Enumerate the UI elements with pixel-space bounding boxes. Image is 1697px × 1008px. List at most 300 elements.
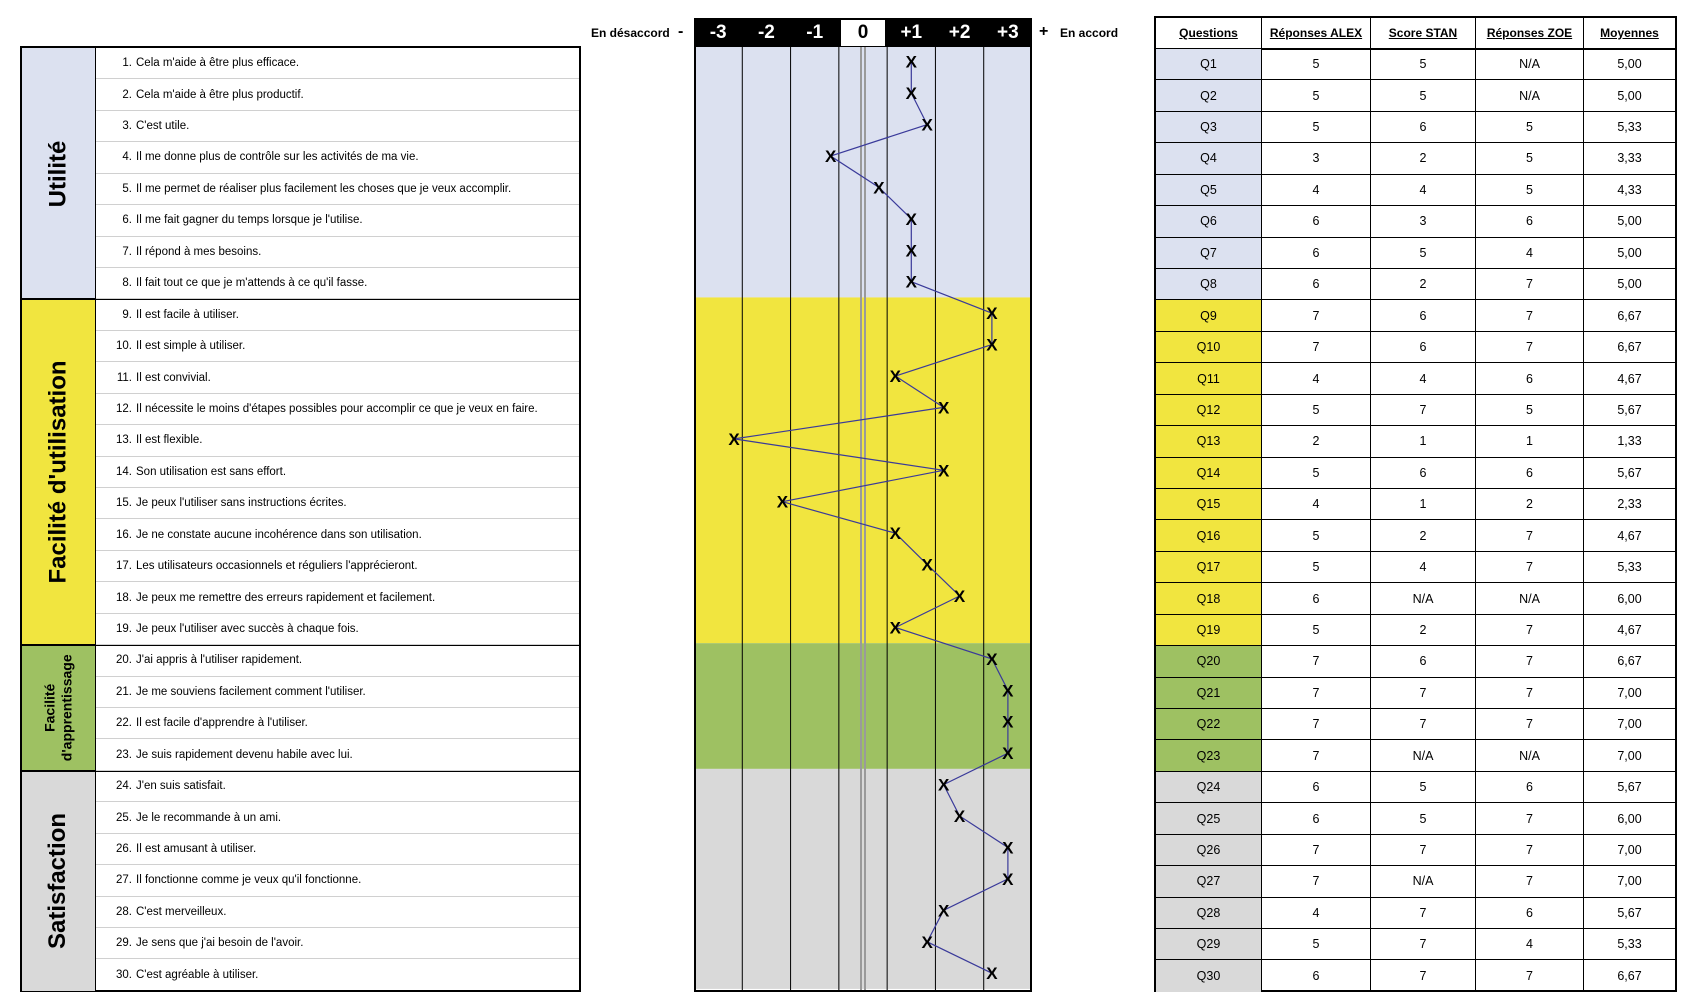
table-cell: 2,33 xyxy=(1617,497,1642,512)
data-point-marker: X xyxy=(921,555,933,575)
table-cell: 7 xyxy=(1476,960,1584,991)
table-cell: 5,33 xyxy=(1617,120,1642,135)
question-row xyxy=(96,488,579,519)
table-header-cell: Moyennes xyxy=(1600,26,1659,40)
question-text: C'est merveilleux. xyxy=(136,905,227,918)
table-cell: 7 xyxy=(1476,678,1584,708)
table-row xyxy=(1156,300,1675,331)
question-id-cell: Q6 xyxy=(1156,206,1262,236)
question-text: J'ai appris à l'utiliser rapidement. xyxy=(136,654,303,667)
table-row xyxy=(1156,678,1675,709)
table-cell: 2 xyxy=(1371,269,1476,299)
question-text: Il nécessite le moins d'étapes possibles pour accomplir ce que je veux en faire. xyxy=(136,402,538,415)
scale-tick-2: -1 xyxy=(791,18,839,48)
table-cell: 7 xyxy=(1262,678,1371,708)
data-point-marker: X xyxy=(937,775,950,795)
question-id-cell: Q26 xyxy=(1156,835,1262,865)
question-number: 16. xyxy=(116,528,132,541)
question-text: J'en suis satisfait. xyxy=(136,780,226,793)
table-cell: 7 xyxy=(1476,332,1584,362)
table-cell: 6,67 xyxy=(1617,308,1642,323)
table-cell: 5 xyxy=(1476,175,1584,205)
category-title: Facilité d'utilisation xyxy=(44,360,72,584)
table-cell: 4,67 xyxy=(1617,371,1642,386)
question-id-cell: Q8 xyxy=(1156,269,1262,299)
question-text: C'est agréable à utiliser. xyxy=(136,969,259,982)
table-cell: 5 xyxy=(1262,49,1371,79)
table-cell: 7 xyxy=(1476,615,1584,645)
table-header-cell: Réponses ZOE xyxy=(1476,18,1584,48)
question-id-cell: Q11 xyxy=(1156,363,1262,393)
data-point-marker: X xyxy=(889,524,902,544)
table-header-row xyxy=(1156,18,1675,50)
question-id-cell: Q13 xyxy=(1156,426,1262,456)
table-cell: 5 xyxy=(1476,143,1584,173)
table-cell: 7 xyxy=(1476,866,1584,896)
table-row xyxy=(1156,898,1675,929)
table-cell: 7 xyxy=(1371,678,1476,708)
table-cell: 7 xyxy=(1476,552,1584,582)
data-point-marker: X xyxy=(1002,712,1014,732)
question-id-cell: Q2 xyxy=(1156,80,1262,110)
question-row xyxy=(96,174,579,205)
table-cell: N/A xyxy=(1476,583,1584,613)
table-cell: 7 xyxy=(1262,300,1371,330)
table-cell: 6 xyxy=(1476,898,1584,928)
table-cell: N/A xyxy=(1476,740,1584,770)
question-text: Cela m'aide à être plus productif. xyxy=(136,88,304,101)
question-number: 9. xyxy=(122,308,132,321)
question-number: 25. xyxy=(116,811,132,824)
table-cell: 4 xyxy=(1262,489,1371,519)
plus-sign: + xyxy=(1039,23,1049,40)
table-row xyxy=(1156,49,1675,80)
scale-tick-0: -3 xyxy=(694,18,742,48)
table-row xyxy=(1156,332,1675,363)
table-cell: 3 xyxy=(1262,143,1371,173)
question-id-cell: Q15 xyxy=(1156,489,1262,519)
table-cell: 6,67 xyxy=(1617,654,1642,669)
question-number: 17. xyxy=(116,560,132,573)
table-cell: 4 xyxy=(1371,363,1476,393)
table-cell: N/A xyxy=(1371,740,1476,770)
table-cell: 5,00 xyxy=(1617,277,1642,292)
question-number: 26. xyxy=(116,842,132,855)
table-row xyxy=(1156,929,1675,960)
question-text: Il me permet de réaliser plus facilement les choses que je veux accomplir. xyxy=(136,182,512,195)
table-cell: 5 xyxy=(1476,395,1584,425)
table-cell: 7 xyxy=(1371,395,1476,425)
category-label-facilite_utilisation xyxy=(22,299,96,645)
table-cell: 2 xyxy=(1476,489,1584,519)
question-id-cell: Q28 xyxy=(1156,898,1262,928)
table-cell: 2 xyxy=(1371,520,1476,550)
question-number: 14. xyxy=(116,465,132,478)
table-cell: 5 xyxy=(1262,520,1371,550)
table-cell: 5 xyxy=(1262,112,1371,142)
question-id-cell: Q22 xyxy=(1156,709,1262,739)
question-id-cell: Q24 xyxy=(1156,772,1262,802)
data-point-marker: X xyxy=(937,398,950,418)
table-cell: 7,00 xyxy=(1617,748,1642,763)
questionnaire-panel xyxy=(20,46,581,992)
table-cell: 5 xyxy=(1371,803,1476,833)
table-cell: 7 xyxy=(1262,866,1371,896)
table-cell: 5 xyxy=(1371,49,1476,79)
question-number: 20. xyxy=(116,654,132,667)
question-row xyxy=(96,425,579,456)
chart-band-facilite_utilisation xyxy=(694,297,1032,643)
data-point-marker: X xyxy=(921,115,933,135)
table-cell: 7 xyxy=(1262,332,1371,362)
chart-band-satisfaction xyxy=(694,769,1032,989)
data-point-marker: X xyxy=(1002,744,1014,764)
table-cell: 6 xyxy=(1262,803,1371,833)
minus-sign: - xyxy=(678,23,684,40)
data-point-marker: X xyxy=(1002,681,1014,701)
table-cell: 7 xyxy=(1371,898,1476,928)
table-cell: 6 xyxy=(1476,772,1584,802)
scale-tick-4: +1 xyxy=(887,18,935,48)
table-cell: 2 xyxy=(1371,615,1476,645)
table-cell: 5 xyxy=(1371,80,1476,110)
data-point-marker: X xyxy=(873,178,885,198)
data-point-marker: X xyxy=(905,84,917,104)
table-cell: 1,33 xyxy=(1617,434,1642,449)
question-number: 8. xyxy=(122,277,132,290)
question-text: Il est flexible. xyxy=(136,434,203,447)
question-row xyxy=(96,865,579,896)
question-text: Je peux me remettre des erreurs rapidement et facilement. xyxy=(136,591,436,604)
question-id-cell: Q1 xyxy=(1156,49,1262,79)
table-cell: 7 xyxy=(1476,300,1584,330)
question-row xyxy=(96,457,579,488)
data-point-marker: X xyxy=(953,587,966,607)
table-cell: 5,00 xyxy=(1617,88,1642,103)
question-number: 15. xyxy=(116,497,132,510)
question-row xyxy=(96,394,579,425)
question-row xyxy=(96,551,579,582)
table-cell: 7,00 xyxy=(1617,685,1642,700)
table-cell: 7 xyxy=(1476,646,1584,676)
table-row xyxy=(1156,426,1675,457)
table-row xyxy=(1156,458,1675,489)
table-cell: 6 xyxy=(1262,583,1371,613)
question-text: Il me fait gagner du temps lorsque je l'utilise. xyxy=(136,214,363,227)
table-cell: 5 xyxy=(1262,395,1371,425)
question-number: 1. xyxy=(122,57,132,70)
table-cell: 7,00 xyxy=(1617,874,1642,889)
chart-band-utilite xyxy=(694,46,1032,297)
data-point-marker: X xyxy=(921,932,933,952)
table-header-cell: Réponses ALEX xyxy=(1262,18,1371,48)
table-cell: 4,33 xyxy=(1617,182,1642,197)
agree-label: En accord xyxy=(1060,26,1119,40)
table-cell: 2 xyxy=(1262,426,1371,456)
table-row xyxy=(1156,552,1675,583)
question-text: Je peux l'utiliser sans instructions écrites. xyxy=(136,497,347,510)
question-row xyxy=(96,959,579,990)
question-number: 7. xyxy=(122,245,132,258)
question-id-cell: Q5 xyxy=(1156,175,1262,205)
table-row xyxy=(1156,80,1675,111)
question-id-cell: Q21 xyxy=(1156,678,1262,708)
table-header-cell: Score STAN xyxy=(1371,18,1476,48)
table-row xyxy=(1156,143,1675,174)
table-cell: N/A xyxy=(1476,49,1584,79)
table-cell: 6 xyxy=(1476,458,1584,488)
question-row xyxy=(96,362,579,393)
table-row xyxy=(1156,395,1675,426)
table-row xyxy=(1156,772,1675,803)
question-row xyxy=(96,331,579,362)
question-row xyxy=(96,834,579,865)
table-cell: 5 xyxy=(1262,615,1371,645)
question-number: 29. xyxy=(116,937,132,950)
table-row xyxy=(1156,866,1675,897)
category-label-facilite_apprentissage xyxy=(22,645,96,771)
question-row xyxy=(96,771,579,802)
table-cell: 5,67 xyxy=(1617,402,1642,417)
question-row xyxy=(96,519,579,550)
question-id-cell: Q18 xyxy=(1156,583,1262,613)
table-row xyxy=(1156,489,1675,520)
question-row xyxy=(96,582,579,613)
question-id-cell: Q7 xyxy=(1156,238,1262,268)
table-cell: 5 xyxy=(1262,929,1371,959)
question-number: 22. xyxy=(116,717,132,730)
table-cell: N/A xyxy=(1371,583,1476,613)
table-cell: 2 xyxy=(1371,143,1476,173)
table-cell: 4 xyxy=(1371,552,1476,582)
table-cell: 7 xyxy=(1262,709,1371,739)
table-cell: 5 xyxy=(1371,238,1476,268)
question-row xyxy=(96,897,579,928)
question-text: Je suis rapidement devenu habile avec lui. xyxy=(136,748,353,761)
question-text: Cela m'aide à être plus efficace. xyxy=(136,57,300,70)
question-number: 28. xyxy=(116,905,132,918)
data-point-marker: X xyxy=(986,304,998,324)
question-row xyxy=(96,79,579,110)
table-cell: 7 xyxy=(1262,835,1371,865)
question-id-cell: Q12 xyxy=(1156,395,1262,425)
table-cell: 6 xyxy=(1262,206,1371,236)
question-text: Je me souviens facilement comment l'utiliser. xyxy=(136,685,366,698)
table-cell: 5,67 xyxy=(1617,465,1642,480)
table-cell: 7 xyxy=(1476,269,1584,299)
table-row xyxy=(1156,960,1675,991)
table-cell: 6 xyxy=(1262,772,1371,802)
likert-profile-chart xyxy=(694,46,1032,992)
table-cell: 6 xyxy=(1371,458,1476,488)
table-cell: 5 xyxy=(1262,458,1371,488)
table-cell: N/A xyxy=(1371,866,1476,896)
data-point-marker: X xyxy=(889,367,902,387)
table-cell: N/A xyxy=(1476,80,1584,110)
question-id-cell: Q20 xyxy=(1156,646,1262,676)
table-cell: 7,00 xyxy=(1617,717,1642,732)
question-number: 2. xyxy=(122,88,132,101)
table-cell: 7 xyxy=(1371,929,1476,959)
data-point-marker: X xyxy=(986,335,998,355)
table-cell: 4 xyxy=(1262,175,1371,205)
data-point-marker: X xyxy=(986,964,998,984)
table-cell: 6,67 xyxy=(1617,969,1642,984)
table-cell: 5 xyxy=(1262,552,1371,582)
question-number: 19. xyxy=(116,622,132,635)
table-cell: 6,00 xyxy=(1617,591,1642,606)
data-point-marker: X xyxy=(889,618,902,638)
question-id-cell: Q17 xyxy=(1156,552,1262,582)
table-row xyxy=(1156,740,1675,771)
table-row xyxy=(1156,206,1675,237)
table-cell: 3 xyxy=(1371,206,1476,236)
table-row xyxy=(1156,520,1675,551)
question-row xyxy=(96,614,579,645)
category-title: Facilité d'apprentissage xyxy=(41,654,75,762)
data-point-marker: X xyxy=(824,147,837,167)
table-cell: 7 xyxy=(1262,740,1371,770)
question-text: Les utilisateurs occasionnels et réguliers l'apprécieront. xyxy=(136,560,418,573)
question-text: Il est facile d'apprendre à l'utiliser. xyxy=(136,717,308,730)
question-id-cell: Q14 xyxy=(1156,458,1262,488)
table-cell: 4 xyxy=(1476,929,1584,959)
table-row xyxy=(1156,269,1675,300)
question-number: 4. xyxy=(122,151,132,164)
question-number: 30. xyxy=(116,969,132,982)
question-text: Il est convivial. xyxy=(136,371,211,384)
table-cell: 6 xyxy=(1371,646,1476,676)
question-id-cell: Q25 xyxy=(1156,803,1262,833)
table-row xyxy=(1156,835,1675,866)
category-title: Satisfaction xyxy=(44,812,72,949)
scores-table xyxy=(1154,16,1677,992)
question-id-cell: Q3 xyxy=(1156,112,1262,142)
table-cell: 7 xyxy=(1476,803,1584,833)
question-text: Je sens que j'ai besoin de l'avoir. xyxy=(136,937,304,950)
table-cell: 6 xyxy=(1262,238,1371,268)
table-cell: 6 xyxy=(1371,332,1476,362)
table-cell: 7 xyxy=(1476,709,1584,739)
table-cell: 4,67 xyxy=(1617,622,1642,637)
question-number: 24. xyxy=(116,780,132,793)
table-cell: 4 xyxy=(1476,238,1584,268)
category-label-satisfaction xyxy=(22,771,96,991)
table-cell: 6 xyxy=(1262,269,1371,299)
question-id-cell: Q4 xyxy=(1156,143,1262,173)
question-text: C'est utile. xyxy=(136,120,190,133)
question-row xyxy=(96,645,579,676)
scale-header xyxy=(577,18,1117,48)
question-number: 23. xyxy=(116,748,132,761)
question-id-cell: Q29 xyxy=(1156,929,1262,959)
data-point-marker: X xyxy=(937,901,950,921)
question-id-cell: Q23 xyxy=(1156,740,1262,770)
table-cell: 6,00 xyxy=(1617,811,1642,826)
question-text: Il fait tout ce que je m'attends à ce qu'il fasse. xyxy=(136,277,368,290)
data-point-marker: X xyxy=(937,461,950,481)
question-number: 6. xyxy=(122,214,132,227)
question-number: 11. xyxy=(116,371,132,384)
data-point-marker: X xyxy=(905,272,917,292)
question-number: 10. xyxy=(116,340,132,353)
question-text: Je le recommande à un ami. xyxy=(136,811,282,824)
table-cell: 5,67 xyxy=(1617,905,1642,920)
table-row xyxy=(1156,615,1675,646)
question-row xyxy=(96,142,579,173)
data-point-marker: X xyxy=(905,209,917,229)
question-row xyxy=(96,928,579,959)
table-cell: 6 xyxy=(1262,960,1371,991)
question-text: Il fonctionne comme je veux qu'il fonctionne. xyxy=(136,874,362,887)
table-cell: 6,67 xyxy=(1617,340,1642,355)
data-point-marker: X xyxy=(776,492,789,512)
table-cell: 5 xyxy=(1262,80,1371,110)
table-row xyxy=(1156,803,1675,834)
question-row xyxy=(96,708,579,739)
table-row xyxy=(1156,709,1675,740)
table-cell: 7 xyxy=(1371,835,1476,865)
data-point-marker: X xyxy=(986,649,998,669)
category-title: Utilité xyxy=(44,140,72,208)
question-number: 18. xyxy=(116,591,132,604)
table-cell: 3,33 xyxy=(1617,151,1642,166)
question-row xyxy=(96,268,579,299)
chart-band-facilite_apprentissage xyxy=(694,643,1032,769)
question-id-cell: Q16 xyxy=(1156,520,1262,550)
table-cell: 4 xyxy=(1371,175,1476,205)
table-cell: 5,33 xyxy=(1617,937,1642,952)
question-number: 21. xyxy=(116,685,132,698)
table-cell: 4 xyxy=(1262,363,1371,393)
table-header-cell: Questions xyxy=(1156,18,1262,48)
table-cell: 7 xyxy=(1476,835,1584,865)
table-cell: 1 xyxy=(1371,489,1476,519)
question-row xyxy=(96,205,579,236)
table-row xyxy=(1156,646,1675,677)
table-cell: 6 xyxy=(1476,206,1584,236)
data-point-marker: X xyxy=(905,241,917,261)
question-row xyxy=(96,48,579,79)
question-number: 5. xyxy=(122,182,132,195)
scale-tick-6: +3 xyxy=(984,18,1032,48)
question-id-cell: Q9 xyxy=(1156,300,1262,330)
table-cell: 5,00 xyxy=(1617,214,1642,229)
question-id-cell: Q30 xyxy=(1156,960,1262,991)
data-point-marker: X xyxy=(1002,869,1014,889)
table-row xyxy=(1156,175,1675,206)
question-text: Il répond à mes besoins. xyxy=(136,245,262,258)
scale-tick-3: 0 xyxy=(839,18,887,48)
table-cell: 7 xyxy=(1371,709,1476,739)
table-cell: 5 xyxy=(1371,772,1476,802)
question-text: Je ne constate aucune incohérence dans son utilisation. xyxy=(136,528,422,541)
question-row xyxy=(96,299,579,330)
question-number: 27. xyxy=(116,874,132,887)
table-row xyxy=(1156,238,1675,269)
table-cell: 4 xyxy=(1262,898,1371,928)
question-text: Son utilisation est sans effort. xyxy=(136,465,287,478)
question-number: 3. xyxy=(122,120,132,133)
question-number: 12. xyxy=(116,402,132,415)
table-cell: 6 xyxy=(1476,363,1584,393)
table-cell: 6 xyxy=(1371,112,1476,142)
data-point-marker: X xyxy=(1002,838,1014,858)
question-id-cell: Q19 xyxy=(1156,615,1262,645)
table-cell: 7 xyxy=(1262,646,1371,676)
table-row xyxy=(1156,112,1675,143)
table-cell: 6 xyxy=(1371,300,1476,330)
